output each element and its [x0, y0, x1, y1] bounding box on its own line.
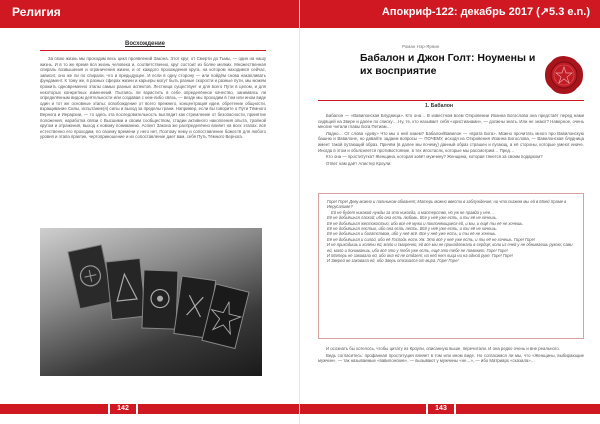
left-footer-bar-a — [0, 404, 108, 414]
left-body-text — [40, 56, 266, 141]
quote-line: Её не добьёшься и богатством, ибо у неё всё. Все у неё уже есть, и ты её не хочешь. — [327, 231, 497, 237]
article-author: Роман Нэр-Ярвин — [402, 44, 440, 49]
crowley-quote-box — [318, 193, 584, 339]
quote-line: Её не добьёшься лаской; ибо она есть любовь. Все у неё уже есть, и ты её не хочешь. — [327, 215, 498, 221]
tarot-card-1 — [68, 245, 113, 309]
article-subheading: 1. Бабалон — [425, 103, 453, 109]
intro-paragraph-2: Ладно… От слова «деву» Что мы о ней знаем? Бабалон/Вавилон — «врата Бога». Можно прочитать много про Вавилонскую башню и Вавилоне, но давайте задаем вопросы — ПОЧЕМУ, исходя из Откровения Иоанна Богослова, — Вавилонская блудница имеет такой путающий образ. Причём (в далее мы почему) данный образ страшен и пугающ, а её стороны, которые умеют иначе. Иногда в этом и объясняется противостояние, в тех ипостасях, которые мы рассмотрим… Пред… — [318, 130, 584, 153]
quote-line: Ей не будет никакой нужды за это никогда, и мастерство, но уж не правда у нее… — [331, 209, 495, 215]
outro-paragraph-2: Ведь согласитесь: профанная проституция влияет в том или ином виде. Но согласимся ли мы, что «Женщины, выбирающие мужчин», — так называемые «вавилонские», — вызывают у мужчины «не…», — ибо Матриарх «сказала»… — [318, 352, 584, 364]
article-title: Бабалон и Джон Голт: Ноумены и их восприятие — [360, 52, 536, 77]
left-section-title: Восхождение — [125, 41, 165, 47]
quote-line: И не приходишь и колени ей, мало и смиренно; ей все мы не принадлежали в сердце; коли из очей у не обнимаешь рукою; сами ей, мало и понимаешь, ибо всё это у тебя уже есть, ещё это тебе не поможет. Горе! Горе! — [327, 242, 573, 253]
quote-line: Её не добьёшься лестью, ибо она есть лесть. Всё у неё уже есть, и ты её не хочешь. — [327, 226, 498, 232]
quote-line: Горе! Горе! Деву можно и пальчиком обманет; Матерь можно ввести в заблуждение; но что скажем мы ей в Моей Храме в Иерусалиме? — [327, 199, 567, 210]
tarot-card-3 — [142, 270, 178, 329]
right-header-title: Апокриф-122: декабрь 2017 (↗5.3 e.n.) — [381, 6, 590, 18]
quote-line: Её не добьёшься жестокостью; ибо все её мужи и поклоняющиеся ей, и мы, и ещё ты её не хочешь. — [327, 220, 524, 226]
left-page-number: 142 — [110, 404, 136, 414]
left-footer — [0, 404, 300, 414]
left-footer-bar-b — [138, 404, 300, 414]
right-footer — [300, 404, 600, 414]
right-header-bar — [300, 0, 600, 28]
right-intro-text — [318, 113, 584, 167]
right-outro-text — [318, 346, 584, 365]
left-header-bar — [0, 0, 300, 28]
left-body-paragraph: За свою жизнь мы проходим весь цикл проявлений Закона. Этот круг, от Смерти до Тьмы, — один на нашу жизнь. И в то же время вся жизнь человека и, соответственно, круг состоит из более мелких. Множественная спираль возвышения и ограничения жизни, и от каждого прохождения круга, на котором находимся сейчас, зависит, оно же ли по спирали, что и предыдущее. И если в одну сторону — или пойдём снова накапливать фундамент. К тому же, в разных сферах жизни и карьеры могут быть разные скорости и разные пути, мы можем прожить одновременно этапы самых разных аспектов. Лестница существует и для всего Пути в целом, и для некоторых конкретных изменений. Пытаясь ли взрастить в себе определённое качество, занимаясь ли определённым видом деятельности или создавая с кем-либо связь, — везде мы проходим в том или ином виде один и тот же основные этапы: освобождение от всего прежнего, концентрация идеи, обретение общности, взращивание Силы, испытание(я) силы и выход за пределы грани. Например, если вы говорите о Пути Тёмного Вернога и Иерархии, — то здесь эта последовательность выглядит как стремление от безопасности, принятие положения, наработка связи с Высшими и своим сообществом, стадии активного накопления опыта, тройной кругом и отражения, выход к новому пониманию. Аспект Закона же распределённо влияет на всех этапах: всё естественно его проходим, по своему времени у него нет. Поэтому нему и сопоставление божеств для любого уровня и этапа практик, чертоприношение и их сопоставление дает вам, себя Путь Тёмного Вернога. — [40, 56, 266, 140]
right-page-number: 143 — [428, 404, 454, 414]
intro-paragraph-3: Кто она — проститутка? Женщина, которая зовёт мужчину? Женщина, которая тянется за своим подарком? — [326, 154, 543, 160]
quote-line: И Зверей не заковала ей, ибо Зверь отказался от мира. Горе! Горе! — [327, 258, 459, 264]
tarot-cards-illustration — [40, 228, 262, 376]
quote-line: Её не добьёшься и силой, ибо её Господь есть Ум. Это всё у неё уже есть, и ты её не хочешь. Горе! Горе! — [327, 236, 536, 242]
left-header-title: Религия — [12, 5, 61, 19]
tarot-card-2 — [106, 258, 146, 319]
right-footer-bar-a — [300, 404, 426, 414]
right-title-rule — [318, 100, 584, 101]
intro-paragraph-1: Бабалон — «Вавилонская Блудница». Кто она… В известном всем Откровении Иоанна Богослова она предстаёт перед нами сидящей на Звере и далее по списку… Ну, те, кто называет себя «христианами», — должны знать. Или не знают? Наверное, очень многие читали главы Бога Петиам… — [318, 113, 584, 130]
outro-paragraph-1: И осознать бы хотелось, чтобы цитату из Кроули, описанную выше, перечитали. И она редко очень и вне реального. — [326, 346, 560, 351]
quote-line: И Матерь не заковала ей, ибо она ей не отдает; на ней нет лица ни на одной руке. Горе! Горе! — [327, 253, 513, 259]
left-section-rule — [40, 50, 266, 51]
intro-paragraph-4: Ответ нам даёт Алистер Кроули: — [326, 160, 392, 166]
right-footer-bar-b — [456, 404, 600, 414]
wax-seal-icon — [544, 55, 584, 95]
tarot-cards-photo — [40, 228, 262, 376]
